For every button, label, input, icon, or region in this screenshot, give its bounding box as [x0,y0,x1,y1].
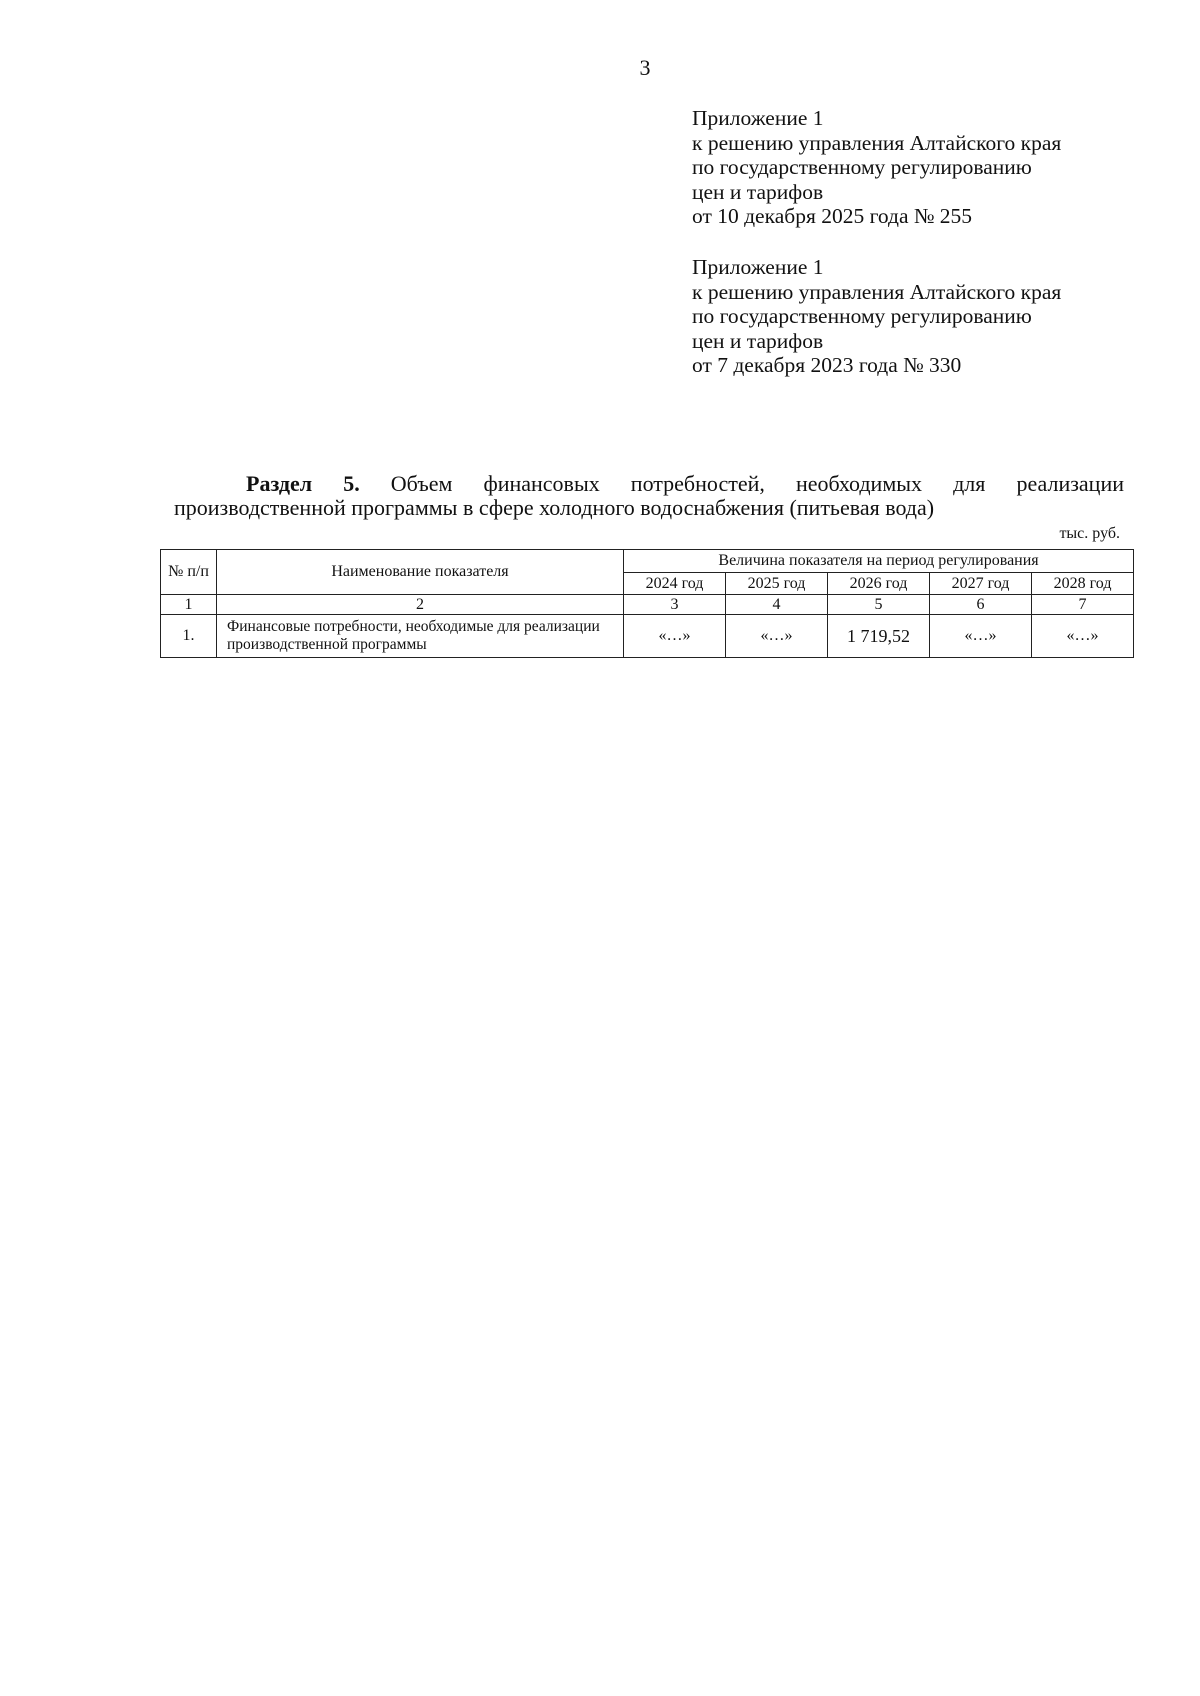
appendix-original [692,255,1061,378]
row-value: «…» [930,615,1032,658]
appendix-line: к решению управления Алтайского края [692,279,1062,304]
row-name: Финансовые потребности, необходимые для реализации производственной программы [217,615,624,658]
appendix-line: цен и тарифов [692,179,824,204]
section-label: Раздел 5. [246,471,360,496]
column-number: 7 [1032,595,1134,615]
column-number: 5 [828,595,930,615]
header-year: 2028 год [1032,573,1134,595]
page-number: 3 [639,55,651,80]
row-value: «…» [726,615,828,658]
appendix-line: Приложение 1 [692,106,824,130]
table-row [161,615,1134,658]
appendix-line: от 7 декабря 2023 года № 330 [692,353,962,377]
appendix-line: от 10 декабря 2025 года № 255 [692,204,972,228]
table-header-row [161,550,1134,573]
row-value: «…» [624,615,726,658]
section-title-line2: производственной программы в сфере холодного водоснабжения (питьевая вода) [174,495,935,520]
section-title [174,472,1124,520]
section-title-line1 [174,472,1124,496]
appendix-line: к решению управления Алтайского края [692,130,1062,155]
financial-needs-table [160,549,1134,658]
column-number: 3 [624,595,726,615]
header-name: Наименование показателя [217,550,624,595]
header-year: 2025 год [726,573,828,595]
row-value: «…» [1032,615,1134,658]
column-number: 4 [726,595,828,615]
header-num: № п/п [161,550,217,595]
appendix-line: цен и тарифов [692,328,824,353]
row-num: 1. [161,615,217,658]
header-year: 2027 год [930,573,1032,595]
appendix-line: Приложение 1 [692,255,824,279]
row-value: 1 719,52 [828,615,930,658]
header-year: 2024 год [624,573,726,595]
appendix-line: по государственному регулированию [692,304,1032,328]
appendix-current [692,106,1061,229]
table-column-numbers-row [161,595,1134,615]
column-number: 1 [161,595,217,615]
column-number: 2 [217,595,624,615]
appendix-line: по государственному регулированию [692,155,1032,179]
column-number: 6 [930,595,1032,615]
header-year: 2026 год [828,573,930,595]
header-period: Величина показателя на период регулирования [624,550,1134,573]
section-title-text: Объем финансовых потребностей, необходимых для реализации [390,471,1124,496]
units-label: тыс. руб. [1059,525,1120,542]
